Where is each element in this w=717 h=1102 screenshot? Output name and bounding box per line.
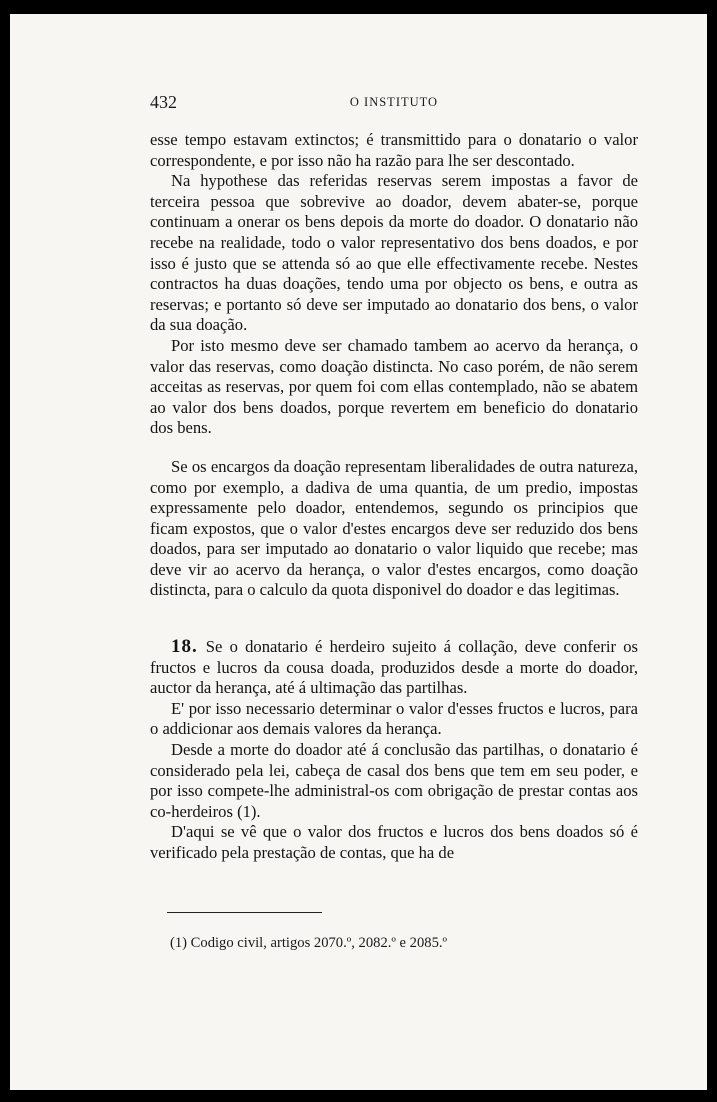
page-header [150, 92, 638, 114]
section-number: 18. [171, 636, 198, 658]
paragraph: Por isto mesmo deve ser chamado tambem ao acervo da herança, o valor das reservas, como doação distincta. No caso porém, de não serem acceitas as reservas, por quem foi com ellas contemplado, não se abatem ao valor dos bens doados, porque revertem em beneficio do donatario dos bens. [150, 335, 638, 438]
paragraph: Se os encargos da doação representam liberalidades de outra natureza, como por exemplo, a dadiva de uma quantia, de um predio, impostas expressamente pelo doador, entendemos, segundo os principios que ficam expostos, que o valor d'estes encargos deve ser reduzido dos bens doados, para ser imputado ao donatario o valor liquido que recebe; mas deve vir ao acervo da herança, o valor d'estes encargos, como doação distincta, para o calculo da quota disponivel do doador e das legitimas. [150, 456, 638, 600]
paragraph: Na hypothese das referidas reservas serem impostas a favor de terceira pessoa que sobrevive ao doador, devem abater-se, porque continuam a onerar os bens depois da morte do doador. O donatario não recebe na realidade, todo o valor representativo dos bens doados, e por isso é justo que se attenda só ao que elle effectivamente recebe. Nestes contractos ha duas doações, tendo uma por objecto os bens, e outra as reservas; e portanto só deve ser imputado ao donatario dos bens, o valor da sua doação. [150, 171, 638, 335]
footnote-divider [167, 912, 322, 913]
footnote: (1) Codigo civil, artigos 2070.º, 2082.º e 2085.º [170, 935, 448, 951]
book-page [10, 14, 707, 1090]
section-text: Se o donatario é herdeiro sujeito á collação, deve conferir os fructos e lucros da cousa doada, produzidos desde a morte do doador, auctor da herança, até á ultimação das partilhas. [150, 637, 638, 698]
section-18-paragraph [150, 637, 638, 699]
body-text [150, 130, 638, 864]
paragraph: D'aqui se vê que o valor dos fructos e lucros dos bens doados só é verificado pela prestação de contas, que ha de [150, 822, 638, 862]
running-title: O INSTITUTO [349, 95, 439, 109]
paragraph: esse tempo estavam extinctos; é transmittido para o donatario o valor correspondente, e por isso não ha razão para lhe ser descontado. [150, 130, 638, 170]
paragraph: Desde a morte do doador até á conclusão das partilhas, o donatario é considerado pela lei, cabeça de casal dos bens que tem em seu poder, e por isso compete-lhe administral-os com obrigação de prestar contas aos co-herdeiros (1). [150, 740, 638, 821]
page-number: 432 [150, 92, 177, 112]
paragraph: E' por isso necessario determinar o valor d'esses fructos e lucros, para o addicionar aos demais valores da herança. [150, 698, 638, 739]
